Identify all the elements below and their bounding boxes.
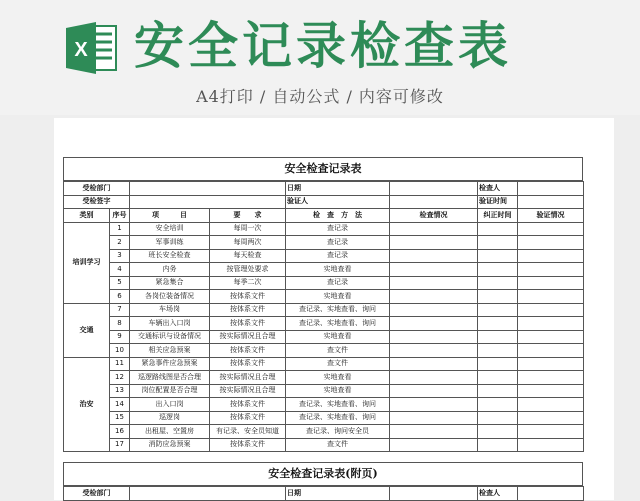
row-method: 查文件	[286, 438, 390, 452]
row-no: 3	[110, 249, 130, 263]
row-status[interactable]	[390, 384, 478, 398]
table-row	[64, 222, 584, 236]
row-status[interactable]	[390, 236, 478, 250]
table-row	[64, 344, 584, 358]
row-fix-time[interactable]	[478, 384, 518, 398]
row-method: 实地查看	[286, 290, 390, 304]
row-method: 查记录	[286, 249, 390, 263]
row-method: 查记录、实地查看、询问	[286, 411, 390, 425]
row-requirement: 按体系文件	[210, 398, 286, 412]
row-fix-time[interactable]	[478, 263, 518, 277]
row-item: 班长安全检查	[130, 249, 210, 263]
row-status[interactable]	[390, 344, 478, 358]
row-requirement: 每周一次	[210, 222, 286, 236]
row-method: 实地查看	[286, 330, 390, 344]
row-verify-status[interactable]	[518, 222, 584, 236]
page-gap	[63, 452, 583, 462]
appendix-inspector-value[interactable]	[518, 487, 584, 501]
row-verify-status[interactable]	[518, 249, 584, 263]
header-item: 项 目	[130, 209, 210, 223]
row-status[interactable]	[390, 303, 478, 317]
row-no: 4	[110, 263, 130, 277]
row-fix-time[interactable]	[478, 290, 518, 304]
banner	[0, 0, 640, 115]
appendix-title: 安全检查记录表(附页)	[63, 462, 583, 486]
row-requirement: 按实际情况且合理	[210, 384, 286, 398]
table-row	[64, 236, 584, 250]
row-fix-time[interactable]	[478, 357, 518, 371]
row-item: 岗位配置是否合理	[130, 384, 210, 398]
row-fix-time[interactable]	[478, 276, 518, 290]
dept-label: 受检部门	[64, 182, 130, 196]
row-requirement: 按实际情况且合理	[210, 371, 286, 385]
row-requirement: 按体系文件	[210, 438, 286, 452]
inspector-value[interactable]	[518, 182, 584, 196]
row-verify-status[interactable]	[518, 330, 584, 344]
category-cell: 交通	[64, 303, 110, 357]
row-method: 实地查看	[286, 384, 390, 398]
header-no: 序号	[110, 209, 130, 223]
row-status[interactable]	[390, 222, 478, 236]
table-row	[64, 357, 584, 371]
table-row	[64, 384, 584, 398]
page-title: 安全记录检查表	[134, 16, 512, 75]
header-status: 检查情况	[390, 209, 478, 223]
table-row	[64, 249, 584, 263]
header-category: 类别	[64, 209, 110, 223]
row-fix-time[interactable]	[478, 330, 518, 344]
row-no: 17	[110, 438, 130, 452]
row-verify-status[interactable]	[518, 371, 584, 385]
row-status[interactable]	[390, 249, 478, 263]
row-fix-time[interactable]	[478, 425, 518, 439]
row-item: 巡逻岗	[130, 411, 210, 425]
row-item: 相关应急预案	[130, 344, 210, 358]
row-item: 出租屋、空置房	[130, 425, 210, 439]
row-item: 紧急集合	[130, 276, 210, 290]
table-row	[64, 411, 584, 425]
row-item: 车辆出入口岗	[130, 317, 210, 331]
row-item: 巡逻路线图是否合理	[130, 371, 210, 385]
row-no: 1	[110, 222, 130, 236]
row-requirement: 按体系文件	[210, 303, 286, 317]
row-verify-status[interactable]	[518, 344, 584, 358]
row-no: 2	[110, 236, 130, 250]
document	[63, 157, 583, 501]
row-fix-time[interactable]	[478, 398, 518, 412]
row-fix-time[interactable]	[478, 249, 518, 263]
row-fix-time[interactable]	[478, 236, 518, 250]
row-fix-time[interactable]	[478, 317, 518, 331]
appendix-inspector-label: 检查人	[478, 487, 518, 501]
row-item: 车场岗	[130, 303, 210, 317]
row-fix-time[interactable]	[478, 344, 518, 358]
row-fix-time[interactable]	[478, 411, 518, 425]
row-method: 查记录、实地查看、询问	[286, 317, 390, 331]
row-requirement: 按体系文件	[210, 344, 286, 358]
appendix-table	[63, 486, 584, 501]
row-verify-status[interactable]	[518, 317, 584, 331]
row-item: 安全培训	[130, 222, 210, 236]
row-no: 13	[110, 384, 130, 398]
table-row	[64, 425, 584, 439]
row-status[interactable]	[390, 438, 478, 452]
date-value[interactable]	[390, 182, 478, 196]
row-status[interactable]	[390, 371, 478, 385]
header-method: 检 查 方 法	[286, 209, 390, 223]
verifier-value[interactable]	[390, 195, 478, 209]
row-item: 军事训练	[130, 236, 210, 250]
signer-value[interactable]	[130, 195, 286, 209]
category-cell: 培训学习	[64, 222, 110, 303]
verify-time-value[interactable]	[518, 195, 584, 209]
table-row	[64, 290, 584, 304]
row-no: 11	[110, 357, 130, 371]
row-status[interactable]	[390, 357, 478, 371]
row-requirement: 每季二次	[210, 276, 286, 290]
row-no: 9	[110, 330, 130, 344]
table-row	[64, 371, 584, 385]
row-method: 查文件	[286, 357, 390, 371]
row-requirement: 按管理处要求	[210, 263, 286, 277]
row-requirement: 每周两次	[210, 236, 286, 250]
category-cell: 治安	[64, 357, 110, 452]
form-title: 安全检查记录表	[63, 157, 583, 181]
row-method: 实地查看	[286, 371, 390, 385]
row-item: 出入口岗	[130, 398, 210, 412]
excel-logo-icon	[66, 20, 118, 76]
row-verify-status[interactable]	[518, 411, 584, 425]
row-method: 查记录	[286, 222, 390, 236]
signer-label: 受检签字	[64, 195, 130, 209]
row-verify-status[interactable]	[518, 438, 584, 452]
row-item: 内务	[130, 263, 210, 277]
inspection-table	[63, 181, 584, 452]
row-verify-status[interactable]	[518, 425, 584, 439]
dept-value[interactable]	[130, 182, 286, 196]
row-verify-status[interactable]	[518, 236, 584, 250]
row-item: 消防应急预案	[130, 438, 210, 452]
row-method: 查记录、实地查看、询问	[286, 303, 390, 317]
row-verify-status[interactable]	[518, 384, 584, 398]
row-fix-time[interactable]	[478, 371, 518, 385]
row-status[interactable]	[390, 276, 478, 290]
header-fix-time: 纠正时间	[478, 209, 518, 223]
row-item: 紧急事件应急预案	[130, 357, 210, 371]
row-requirement: 按实际情况且合理	[210, 330, 286, 344]
row-status[interactable]	[390, 290, 478, 304]
header-req: 要 求	[210, 209, 286, 223]
row-method: 查文件	[286, 344, 390, 358]
row-item: 各岗位装备情况	[130, 290, 210, 304]
row-no: 8	[110, 317, 130, 331]
row-method: 查记录	[286, 236, 390, 250]
row-requirement: 有记录、安全员知道	[210, 425, 286, 439]
table-row	[64, 263, 584, 277]
table-row	[64, 330, 584, 344]
row-status[interactable]	[390, 425, 478, 439]
table-row	[64, 398, 584, 412]
row-fix-time[interactable]	[478, 438, 518, 452]
row-status[interactable]	[390, 411, 478, 425]
row-requirement: 按体系文件	[210, 411, 286, 425]
row-item: 交通标识与设备情况	[130, 330, 210, 344]
row-requirement: 按体系文件	[210, 290, 286, 304]
table-row	[64, 303, 584, 317]
row-no: 7	[110, 303, 130, 317]
row-status[interactable]	[390, 263, 478, 277]
row-verify-status[interactable]	[518, 263, 584, 277]
row-no: 16	[110, 425, 130, 439]
row-status[interactable]	[390, 398, 478, 412]
appendix-date-value[interactable]	[390, 487, 478, 501]
row-no: 6	[110, 290, 130, 304]
inspector-label: 检查人	[478, 182, 518, 196]
row-no: 5	[110, 276, 130, 290]
row-no: 15	[110, 411, 130, 425]
table-header-row	[64, 209, 584, 223]
row-method: 查记录	[286, 276, 390, 290]
row-requirement: 按体系文件	[210, 357, 286, 371]
page-subtitle: A4打印 / 自动公式 / 内容可修改	[196, 87, 444, 106]
date-label: 日期	[286, 182, 390, 196]
row-fix-time[interactable]	[478, 303, 518, 317]
row-status[interactable]	[390, 330, 478, 344]
appendix-date-label: 日期	[286, 487, 390, 501]
row-no: 14	[110, 398, 130, 412]
header-verify-status: 验证情况	[518, 209, 584, 223]
row-method: 实地查看	[286, 263, 390, 277]
verifier-label: 验证人	[286, 195, 390, 209]
row-no: 12	[110, 371, 130, 385]
table-row	[64, 438, 584, 452]
row-verify-status[interactable]	[518, 276, 584, 290]
row-fix-time[interactable]	[478, 222, 518, 236]
row-verify-status[interactable]	[518, 398, 584, 412]
appendix-dept-label: 受检部门	[64, 487, 130, 501]
row-requirement: 每天检查	[210, 249, 286, 263]
table-row	[64, 276, 584, 290]
row-verify-status[interactable]	[518, 303, 584, 317]
svg-text:X: X	[74, 39, 88, 61]
row-requirement: 按体系文件	[210, 317, 286, 331]
appendix-dept-value[interactable]	[130, 487, 286, 501]
table-row	[64, 317, 584, 331]
row-method: 查记录、询问安全员	[286, 425, 390, 439]
row-verify-status[interactable]	[518, 290, 584, 304]
row-no: 10	[110, 344, 130, 358]
row-verify-status[interactable]	[518, 357, 584, 371]
verify-time-label: 验证时间	[478, 195, 518, 209]
row-status[interactable]	[390, 317, 478, 331]
row-method: 查记录、实地查看、询问	[286, 398, 390, 412]
